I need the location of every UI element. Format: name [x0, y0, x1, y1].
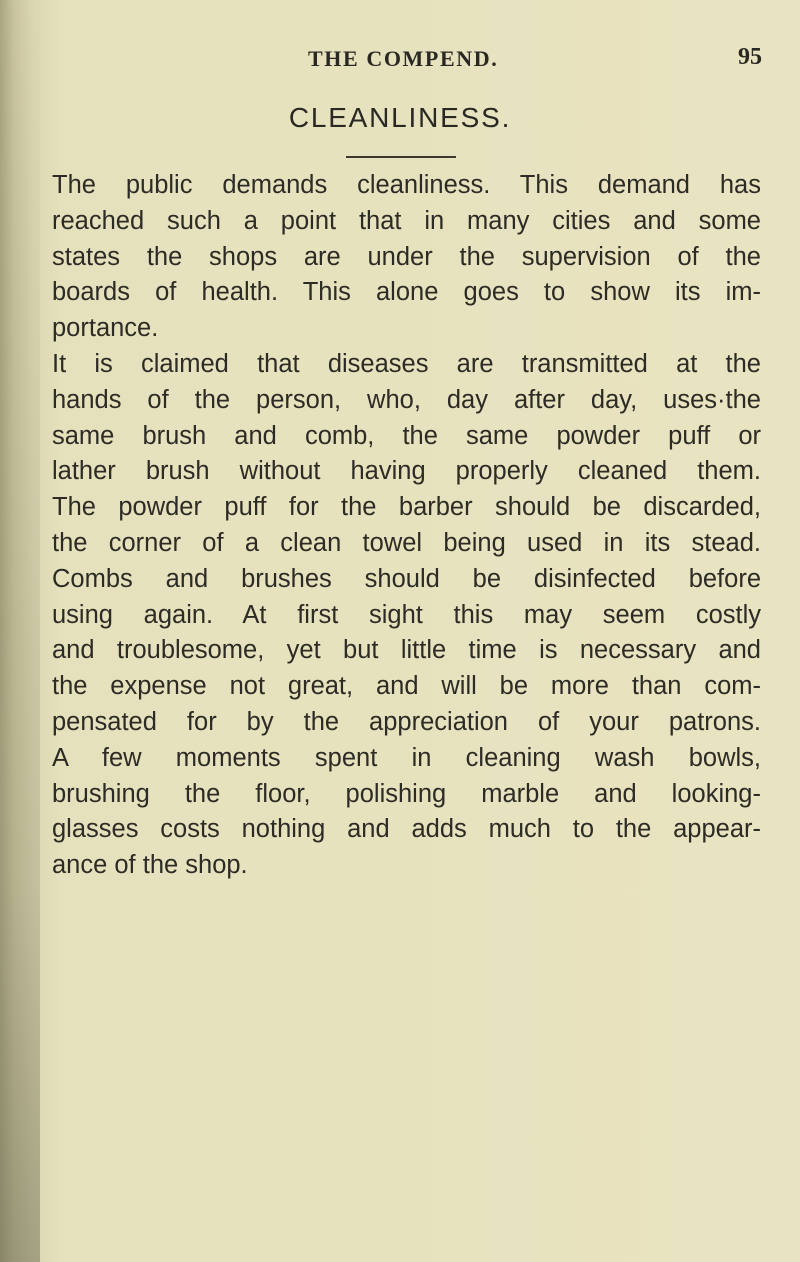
text-line: It is claimed that diseases are transmitted at the	[52, 349, 761, 378]
text-line: The public demands cleanliness. This demand has	[52, 171, 761, 199]
running-head	[290, 42, 762, 72]
text-line: pensated for by the appreciation of your patrons.	[52, 707, 761, 736]
page-number: 95	[738, 44, 762, 70]
text-line: reached such a point that in many cities and some	[52, 206, 761, 235]
heading-rule	[346, 156, 456, 158]
text-line: Combs and brushes should be disinfected before	[52, 564, 761, 593]
body-text	[52, 168, 761, 884]
text-line: same brush and comb, the same powder puff or	[52, 421, 761, 450]
text-line: brushing the floor, polishing marble and looking-	[52, 779, 761, 808]
text-line: using again. At first sight this may seem costly	[52, 600, 761, 629]
text-line: The powder puff for the barber should be discarded,	[52, 493, 761, 522]
text-line: boards of health. This alone goes to show its im-	[52, 278, 761, 307]
text-line: the corner of a clean towel being used in its stead.	[52, 528, 761, 557]
text-line: glasses costs nothing and adds much to the appear-	[52, 815, 761, 844]
text-line: states the shops are under the supervision of the	[52, 242, 761, 271]
text-line: the expense not great, and will be more than com-	[52, 672, 761, 701]
text-line: lather brush without having properly cleaned them.	[52, 457, 761, 486]
text-line: ance of the shop.	[52, 851, 248, 880]
text-line: hands of the person, who, day after day, uses·the	[52, 385, 761, 414]
text-line: and troublesome, yet but little time is necessary and	[52, 636, 761, 665]
text-line: A few moments spent in cleaning wash bowls,	[52, 743, 761, 772]
running-title: THE COMPEND.	[308, 46, 499, 71]
text-line: portance.	[52, 314, 159, 343]
section-heading: CLEANLINESS.	[288, 102, 512, 133]
